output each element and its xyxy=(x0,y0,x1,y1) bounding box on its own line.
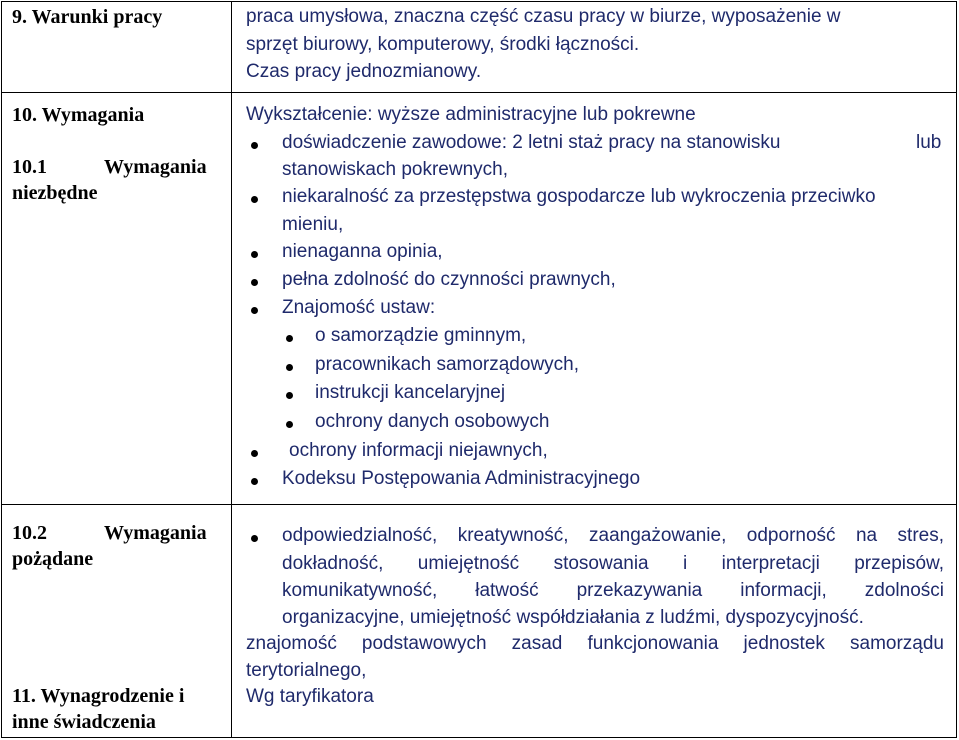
law-item: pracownikach samorządowych, xyxy=(315,354,580,375)
desired-line-2: dokładność, umiejętność stosowania i interpretacji przepisów, xyxy=(282,553,944,574)
desired-knowledge-a: znajomość podstawowych zasad funkcjonowania jednostek samorządu xyxy=(246,633,944,654)
law-item: ochrony danych osobowych xyxy=(315,411,550,432)
bullet-icon xyxy=(251,196,258,203)
req-experience-c: stanowiskach pokrewnych, xyxy=(282,159,508,180)
req-experience-b: lub xyxy=(916,132,942,153)
label-wynagrodzenie: 11. Wynagrodzenie i xyxy=(12,685,185,707)
req-laws: Znajomość ustaw: xyxy=(282,297,436,318)
label-wymagania: 10. Wymagania xyxy=(12,104,145,126)
row-divider-10 xyxy=(1,504,957,505)
desired-line-4: organizacyjne, umiejętność współdziałania z ludźmi, dyspozycyjność. xyxy=(282,607,864,628)
req-opinion: nienaganna opinia, xyxy=(282,241,443,262)
req-clean-record-a: niekaralność za przestępstwa gospodarcze lub wykroczenia przeciwko xyxy=(282,186,876,207)
column-divider xyxy=(231,1,232,738)
req-legal-capacity: pełna zdolność do czynności prawnych, xyxy=(282,269,616,290)
label-wymagania-pozadane: Wymagania xyxy=(104,522,207,544)
bullet-icon xyxy=(251,478,258,485)
req-clean-record-b: mieniu, xyxy=(282,214,344,235)
bullet-icon xyxy=(286,364,293,371)
label-swiadczenia: inne świadczenia xyxy=(12,711,156,733)
row-divider-9 xyxy=(1,92,957,93)
bullet-icon xyxy=(286,392,293,399)
bullet-icon xyxy=(251,535,258,542)
warunki-line-3: Czas pracy jednozmianowy. xyxy=(246,61,482,82)
req-kpa: Kodeksu Postępowania Administracyjnego xyxy=(282,468,641,489)
label-pozadane: pożądane xyxy=(12,548,94,570)
bullet-icon xyxy=(286,335,293,342)
bullet-icon xyxy=(251,307,258,314)
bullet-icon xyxy=(251,450,258,457)
bullet-icon xyxy=(251,142,258,149)
desired-line-1: odpowiedzialność, kreatywność, zaangażowanie, odporność na stres, xyxy=(282,525,944,546)
bullet-icon xyxy=(251,251,258,258)
label-warunki-pracy: 9. Warunki pracy xyxy=(12,6,163,28)
label-niezbedne: niezbędne xyxy=(12,182,98,204)
label-10-2: 10.2 xyxy=(12,522,47,544)
req-classified-info: ochrony informacji niejawnych, xyxy=(289,440,548,461)
desired-knowledge-b: terytorialnego, xyxy=(246,660,367,681)
warunki-line-1: praca umysłowa, znaczna część czasu pracy w biurze, wyposażenie w xyxy=(246,6,841,27)
desired-line-3: komunikatywność, łatwość przekazywania informacji, zdolności xyxy=(282,580,944,601)
law-item: o samorządzie gminnym, xyxy=(315,325,527,346)
req-experience-a: doświadczenie zawodowe: 2 letni staż pracy na stanowisku xyxy=(282,132,781,153)
label-10-1: 10.1 xyxy=(12,156,47,178)
bullet-icon xyxy=(251,279,258,286)
label-wymagania-niezbedne: Wymagania xyxy=(104,156,207,178)
bullet-icon xyxy=(286,421,293,428)
salary-value: Wg taryfikatora xyxy=(246,686,374,707)
education-text: Wykształcenie: wyższe administracyjne lub pokrewne xyxy=(246,104,696,125)
law-item: instrukcji kancelaryjnej xyxy=(315,382,506,403)
warunki-line-2: sprzęt biurowy, komputerowy, środki łączności. xyxy=(246,34,640,55)
